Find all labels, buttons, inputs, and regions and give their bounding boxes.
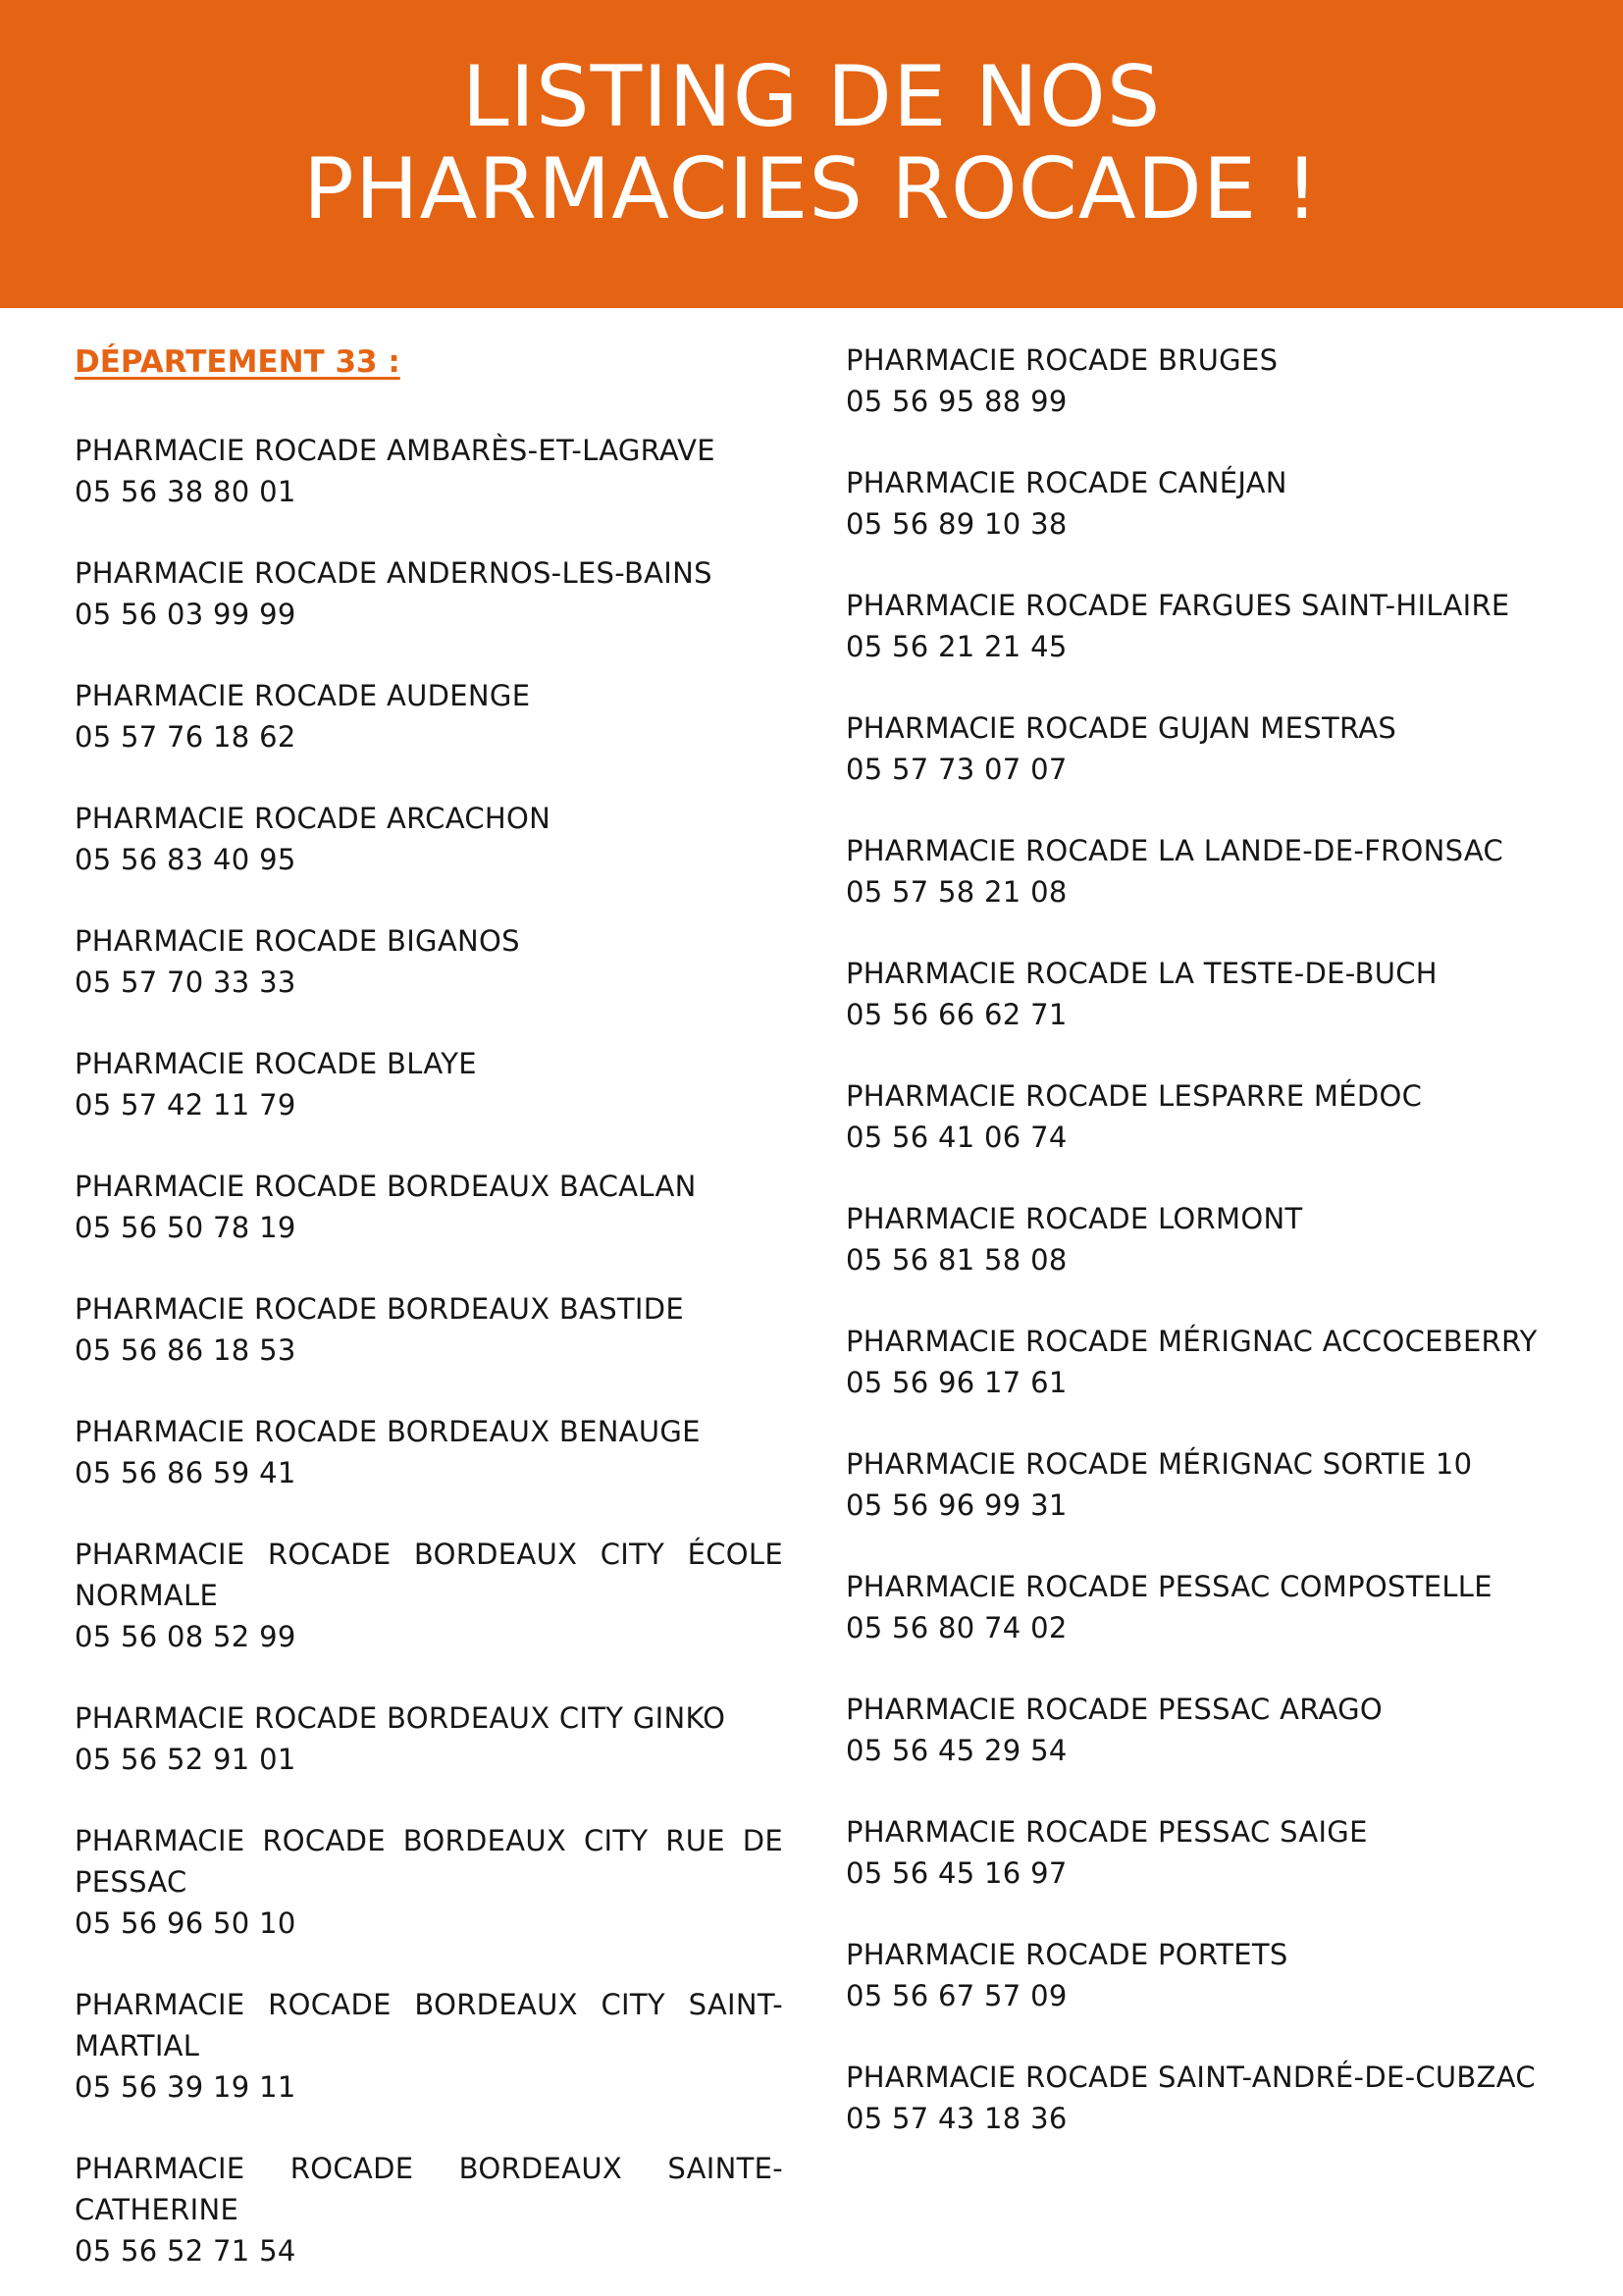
page-title xyxy=(0,48,1623,238)
pharmacy-entry xyxy=(75,1820,783,1944)
pharmacy-name: PHARMACIE ROCADE GUJAN MESTRAS xyxy=(846,711,1397,745)
pharmacy-phone[interactable]: 05 57 70 33 33 xyxy=(75,965,296,999)
pharmacy-name: PHARMACIE ROCADE BORDEAUX BACALAN xyxy=(75,1170,697,1203)
title-line-2: PHARMACIES ROCADE ! xyxy=(302,140,1320,238)
pharmacy-name: PHARMACIE ROCADE ARCACHON xyxy=(75,802,551,835)
pharmacy-phone[interactable]: 05 56 81 58 08 xyxy=(846,1243,1068,1277)
pharmacy-entry xyxy=(846,1689,1572,1771)
pharmacy-entry xyxy=(846,1443,1572,1526)
pharmacy-phone[interactable]: 05 57 43 18 36 xyxy=(846,2102,1068,2135)
department-heading: DÉPARTEMENT 33 : xyxy=(75,344,400,380)
pharmacy-phone[interactable]: 05 56 86 59 41 xyxy=(75,1456,296,1489)
pharmacy-phone[interactable]: 05 56 03 99 99 xyxy=(75,598,296,631)
pharmacy-name: PHARMACIE ROCADE PORTETS xyxy=(846,1938,1288,1971)
pharmacy-name: PHARMACIE ROCADE SAINT-ANDRÉ-DE-CUBZAC xyxy=(846,2061,1536,2094)
pharmacy-entry xyxy=(846,462,1572,545)
pharmacy-name: PHARMACIE ROCADE BIGANOS xyxy=(75,924,520,958)
pharmacy-phone[interactable]: 05 56 52 71 54 xyxy=(75,2234,296,2268)
header-banner xyxy=(0,0,1623,308)
pharmacy-phone[interactable]: 05 57 42 11 79 xyxy=(75,1088,296,1122)
pharmacy-phone[interactable]: 05 56 80 74 02 xyxy=(846,1611,1068,1644)
pharmacy-phone[interactable]: 05 56 67 57 09 xyxy=(846,1979,1068,2012)
pharmacy-name: PHARMACIE ROCADE AMBARÈS-ET-LAGRAVE xyxy=(75,434,715,467)
pharmacy-entry xyxy=(846,1321,1572,1403)
pharmacy-entry xyxy=(75,798,783,880)
pharmacy-entry xyxy=(846,707,1572,790)
pharmacy-entry xyxy=(75,1534,783,1657)
pharmacy-name: PHARMACIE ROCADE BRUGES xyxy=(846,343,1279,377)
pharmacy-name: PHARMACIE ROCADE CANÉJAN xyxy=(846,466,1287,499)
pharmacy-entry xyxy=(846,1198,1572,1280)
pharmacy-entry xyxy=(75,1411,783,1493)
pharmacy-name: PHARMACIE ROCADE BORDEAUX CITY GINKO xyxy=(75,1701,726,1735)
pharmacy-entry xyxy=(846,953,1572,1035)
pharmacy-phone[interactable]: 05 56 89 10 38 xyxy=(846,507,1068,541)
pharmacy-entry xyxy=(846,1811,1572,1894)
pharmacy-phone[interactable]: 05 56 45 29 54 xyxy=(846,1734,1068,1767)
pharmacy-phone[interactable]: 05 56 96 50 10 xyxy=(75,1906,296,1940)
pharmacy-entry xyxy=(75,2148,783,2271)
pharmacy-name: PHARMACIE ROCADE BORDEAUX CITY ÉCOLE NORMALE xyxy=(75,1538,783,1612)
pharmacy-name: PHARMACIE ROCADE BLAYE xyxy=(75,1047,477,1080)
pharmacy-phone[interactable]: 05 56 50 78 19 xyxy=(75,1211,296,1244)
pharmacy-phone[interactable]: 05 56 45 16 97 xyxy=(846,1856,1068,1890)
pharmacy-name: PHARMACIE ROCADE LESPARRE MÉDOC xyxy=(846,1079,1423,1113)
title-line-1: LISTING DE NOS xyxy=(461,48,1162,146)
pharmacy-phone[interactable]: 05 56 86 18 53 xyxy=(75,1333,296,1367)
pharmacy-entry xyxy=(846,830,1572,913)
pharmacy-name: PHARMACIE ROCADE MÉRIGNAC ACCOCEBERRY xyxy=(846,1325,1538,1358)
pharmacy-entry xyxy=(846,2057,1572,2139)
pharmacy-entry xyxy=(75,552,783,635)
pharmacy-entry xyxy=(75,1043,783,1125)
pharmacy-entry xyxy=(75,1166,783,1248)
pharmacy-entry xyxy=(75,675,783,757)
pharmacy-entry xyxy=(846,1075,1572,1158)
pharmacy-phone[interactable]: 05 56 39 19 11 xyxy=(75,2070,296,2104)
pharmacy-entry xyxy=(846,339,1572,422)
pharmacy-entry xyxy=(846,1566,1572,1648)
pharmacy-phone[interactable]: 05 56 96 99 31 xyxy=(846,1488,1068,1522)
pharmacy-entry xyxy=(75,1288,783,1371)
pharmacy-name: PHARMACIE ROCADE BORDEAUX SAINTE-CATHERINE xyxy=(75,2152,783,2226)
pharmacy-name: PHARMACIE ROCADE BORDEAUX BASTIDE xyxy=(75,1292,685,1326)
pharmacy-phone[interactable]: 05 56 52 91 01 xyxy=(75,1743,296,1776)
pharmacy-phone[interactable]: 05 56 38 80 01 xyxy=(75,475,296,508)
pharmacy-name: PHARMACIE ROCADE PESSAC COMPOSTELLE xyxy=(846,1570,1492,1603)
pharmacy-name: PHARMACIE ROCADE FARGUES SAINT-HILAIRE xyxy=(846,589,1510,622)
pharmacy-entry xyxy=(846,585,1572,667)
pharmacy-entry xyxy=(846,1934,1572,2016)
pharmacy-name: PHARMACIE ROCADE BORDEAUX BENAUGE xyxy=(75,1415,701,1448)
pharmacy-phone[interactable]: 05 56 95 88 99 xyxy=(846,385,1068,418)
pharmacy-name: PHARMACIE ROCADE PESSAC ARAGO xyxy=(846,1693,1384,1726)
pharmacy-phone[interactable]: 05 56 83 40 95 xyxy=(75,843,296,876)
pharmacy-name: PHARMACIE ROCADE LA TESTE-DE-BUCH xyxy=(846,957,1438,990)
pharmacy-phone[interactable]: 05 57 58 21 08 xyxy=(846,875,1068,909)
pharmacy-phone[interactable]: 05 56 21 21 45 xyxy=(846,630,1068,663)
pharmacy-name: PHARMACIE ROCADE ANDERNOS-LES-BAINS xyxy=(75,556,712,590)
pharmacy-name: PHARMACIE ROCADE LA LANDE-DE-FRONSAC xyxy=(846,834,1504,867)
pharmacy-entry xyxy=(75,430,783,512)
pharmacy-name: PHARMACIE ROCADE LORMONT xyxy=(846,1202,1303,1235)
pharmacy-name: PHARMACIE ROCADE BORDEAUX CITY SAINT-MARTIAL xyxy=(75,1988,783,2062)
pharmacy-entry xyxy=(75,1984,783,2108)
pharmacy-name: PHARMACIE ROCADE AUDENGE xyxy=(75,679,531,712)
pharmacy-phone[interactable]: 05 57 76 18 62 xyxy=(75,720,296,754)
pharmacy-name: PHARMACIE ROCADE MÉRIGNAC SORTIE 10 xyxy=(846,1447,1473,1481)
pharmacy-phone[interactable]: 05 56 08 52 99 xyxy=(75,1620,296,1653)
pharmacy-name: PHARMACIE ROCADE PESSAC SAIGE xyxy=(846,1815,1368,1849)
pharmacy-phone[interactable]: 05 56 66 62 71 xyxy=(846,998,1068,1031)
pharmacy-phone[interactable]: 05 57 73 07 07 xyxy=(846,753,1068,786)
pharmacy-entry xyxy=(75,920,783,1003)
pharmacy-phone[interactable]: 05 56 96 17 61 xyxy=(846,1366,1068,1399)
pharmacy-name: PHARMACIE ROCADE BORDEAUX CITY RUE DE PESSAC xyxy=(75,1824,783,1899)
pharmacy-entry xyxy=(75,1697,783,1780)
pharmacy-phone[interactable]: 05 56 41 06 74 xyxy=(846,1121,1068,1154)
